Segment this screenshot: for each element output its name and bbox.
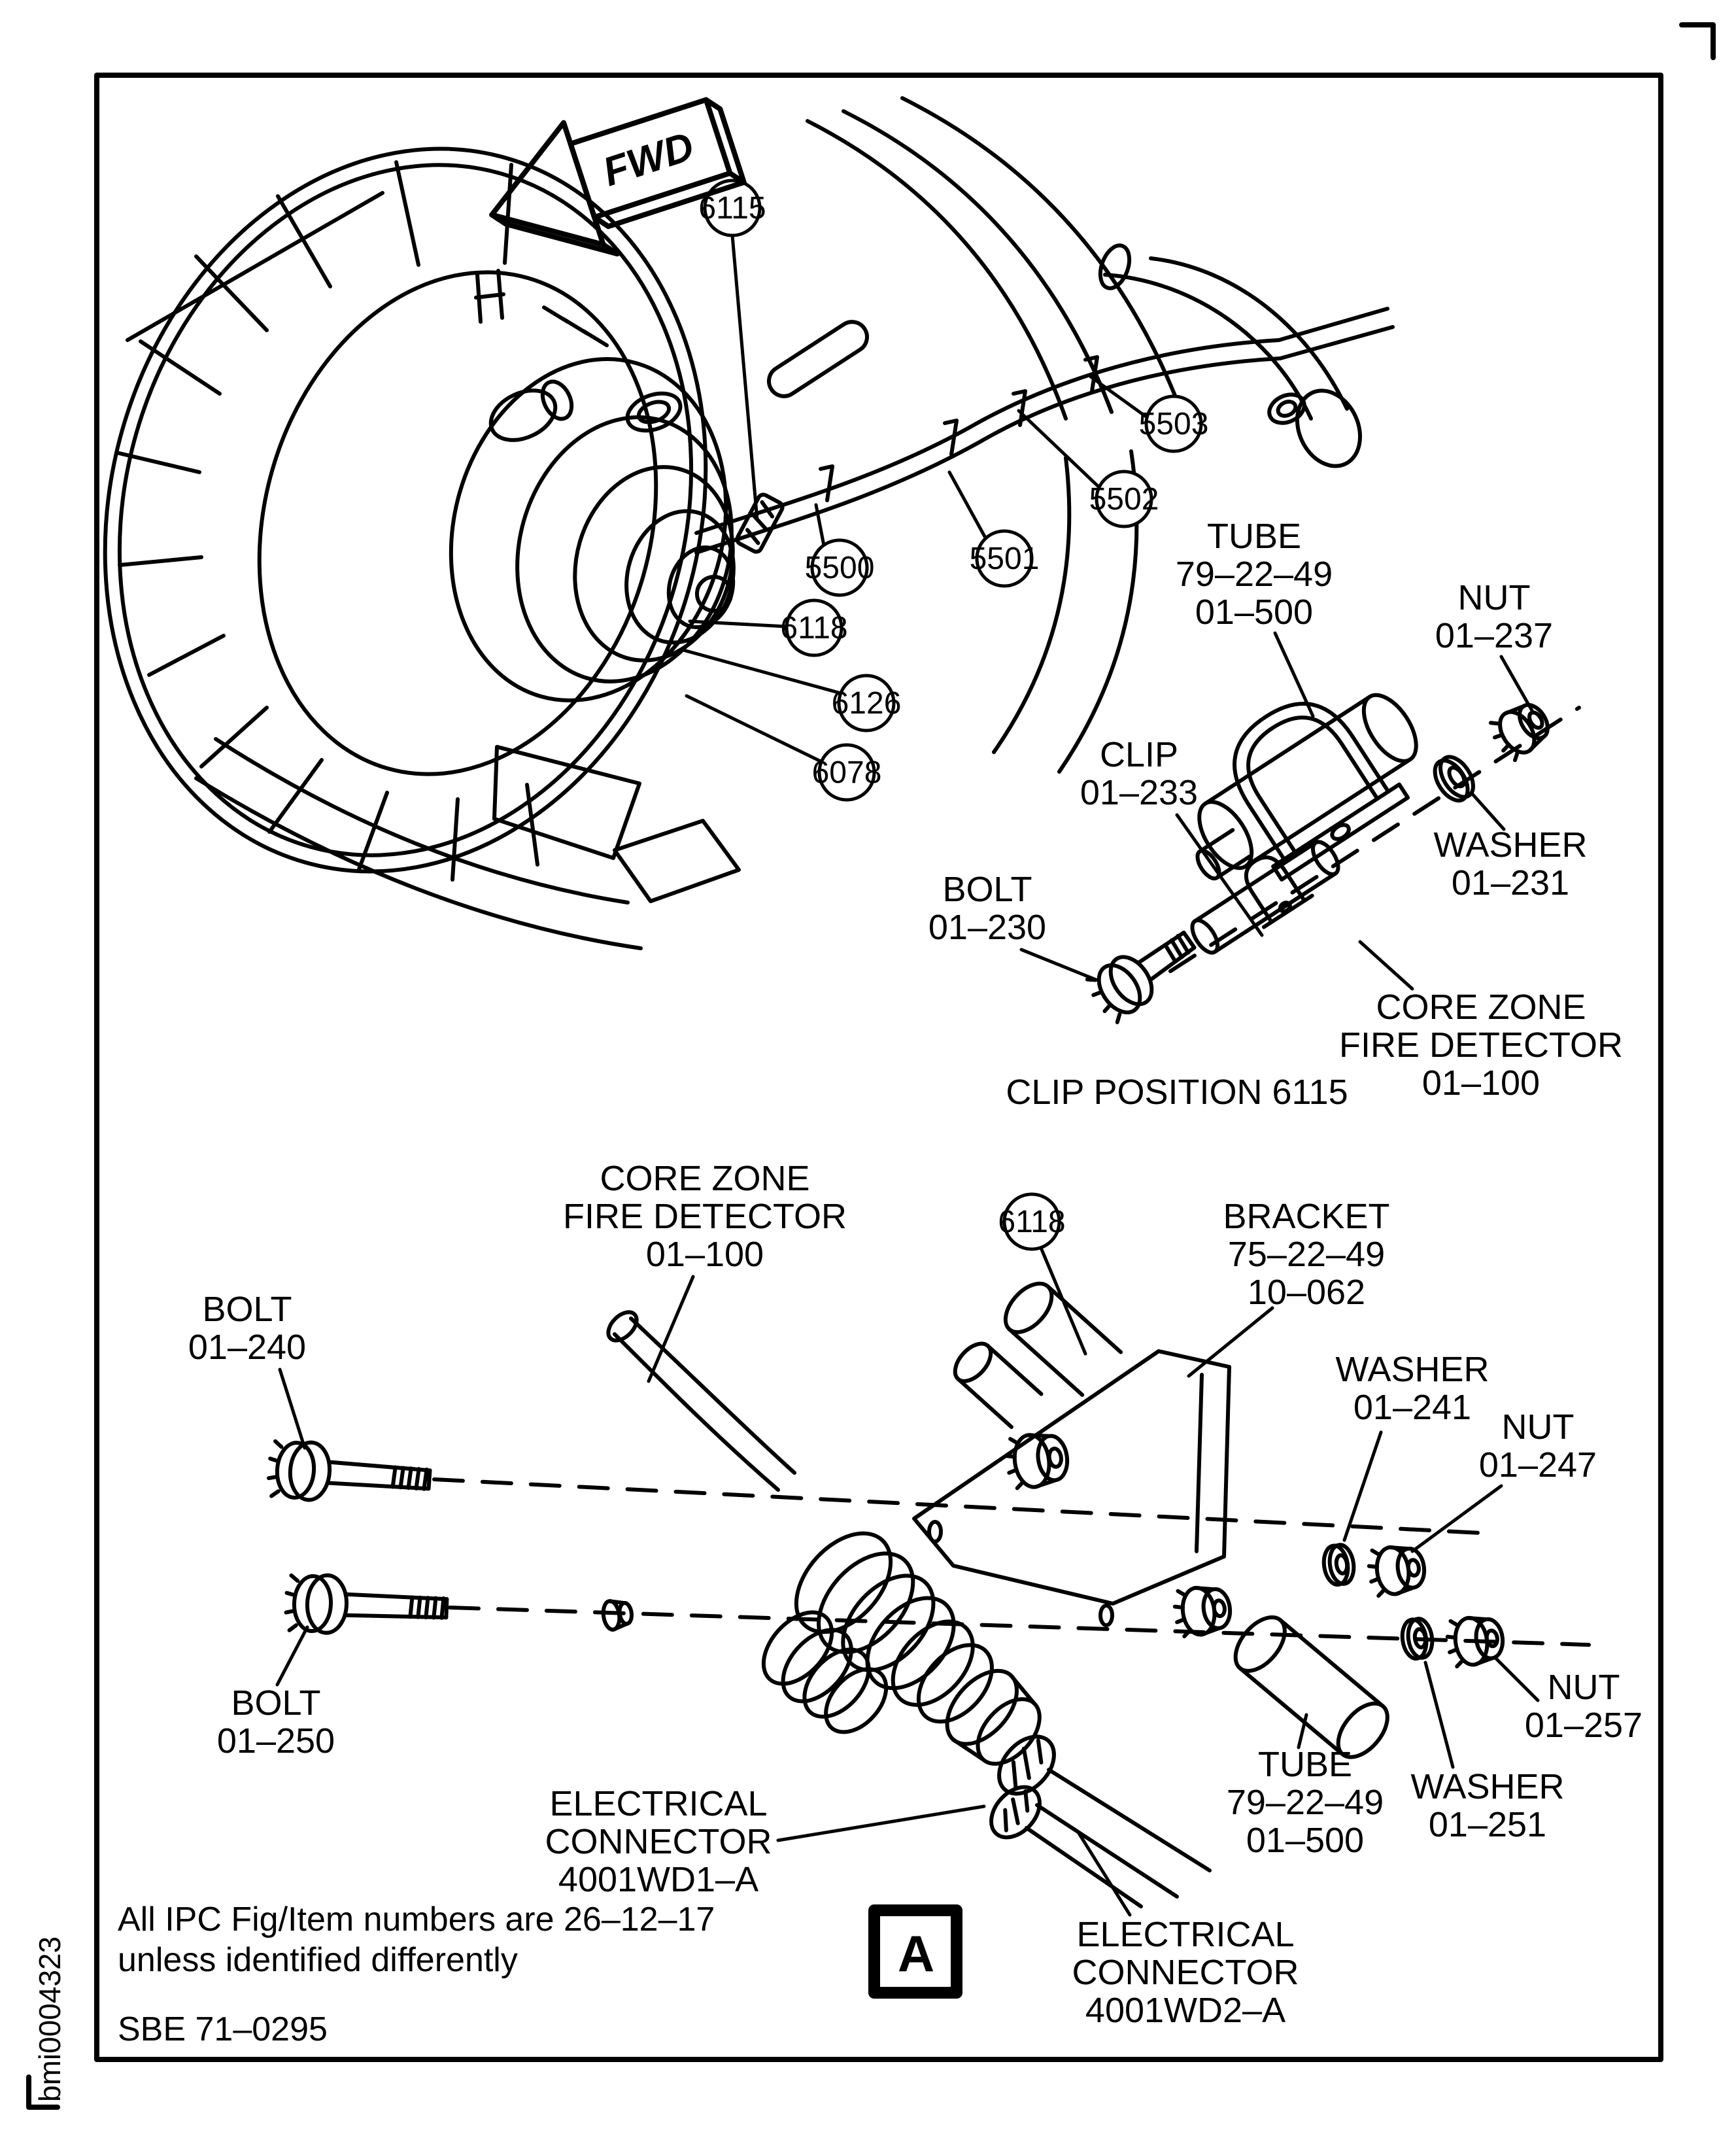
label-text: BOLT [942, 870, 1032, 909]
callout-6115-number: 6115 [698, 191, 766, 226]
label-text: BOLT [202, 1290, 292, 1329]
bracket-tube-end-b [948, 1337, 1041, 1428]
label-text: 01–251 [1428, 1805, 1547, 1844]
label-text: 4001WD1–A [558, 1860, 759, 1899]
label-text: CORE ZONE [1376, 988, 1586, 1027]
label-text: 10–062 [1247, 1273, 1366, 1312]
label-nut-237 [1435, 578, 1553, 655]
callout-5502 [1019, 411, 1159, 526]
label-text: 01–240 [188, 1328, 307, 1367]
label-text: 79–22–49 [1175, 555, 1333, 594]
label-bolt-230 [928, 870, 1046, 947]
label-core-zone-lower [563, 1159, 847, 1274]
label-text: 01–233 [1080, 773, 1199, 812]
label-washer-231 [1433, 825, 1587, 903]
callout-6118-lower-number: 6118 [998, 1205, 1066, 1239]
label-text: BRACKET [1223, 1197, 1390, 1236]
label-text: 79–22–49 [1226, 1783, 1384, 1822]
tube-cylinder [1167, 653, 1444, 903]
fan-blades [116, 162, 537, 880]
label-text: 01–100 [1421, 1063, 1540, 1103]
callout-6078-number: 6078 [811, 755, 882, 790]
callout-6118-upper-number: 6118 [780, 611, 848, 645]
label-text: 75–22–49 [1227, 1235, 1386, 1274]
label-text: FIRE DETECTOR [1338, 1025, 1624, 1065]
detail-a-letter: A [897, 1925, 935, 1982]
label-text: NUT [1501, 1407, 1574, 1447]
label-text: 01–257 [1524, 1706, 1643, 1745]
label-washer-241 [1335, 1350, 1489, 1427]
label-text: 01–100 [645, 1235, 764, 1274]
footer-note-line1: All IPC Fig/Item numbers are 26–12–17 [118, 1901, 715, 1938]
connector-wires [1027, 1770, 1210, 1906]
element-stub [1193, 830, 1250, 882]
bolt-250-icon [285, 1574, 447, 1637]
image-id-vertical: bmi0004323 [33, 1936, 67, 2102]
engine-fan-illustration [22, 77, 1372, 948]
label-clip-233 [1080, 735, 1198, 812]
label-text: 01–500 [1246, 1821, 1365, 1860]
label-text: 01–231 [1451, 863, 1570, 903]
fwd-arrow-label: FWD [597, 124, 700, 196]
callout-5501-number: 5501 [969, 542, 1040, 576]
label-tube-lower [1227, 1745, 1384, 1860]
label-bolt-240 [188, 1290, 306, 1367]
label-text: NUT [1547, 1668, 1620, 1707]
label-washer-251 [1410, 1767, 1564, 1844]
nut-247-icon [1367, 1543, 1427, 1597]
callout-6126 [683, 650, 901, 731]
bracket-nutplate-upper [1004, 1430, 1070, 1490]
label-text: CONNECTOR [1072, 1953, 1299, 1992]
bolt-240-icon [267, 1439, 432, 1508]
footer-note-line2: unless identified differently [118, 1941, 518, 1979]
label-text: CLIP [1099, 735, 1179, 774]
label-elec-conn-2 [1072, 1915, 1299, 2030]
callout-6126-number: 6126 [831, 686, 902, 721]
capped-rod [763, 316, 873, 402]
label-text: ELECTRICAL [549, 1784, 768, 1823]
label-text: WASHER [1410, 1767, 1565, 1806]
figure-code: SBE 71–0295 [118, 2010, 328, 2048]
callout-5503-number: 5503 [1138, 407, 1209, 441]
clip-6115-on-tube [736, 493, 785, 554]
callout-5502-number: 5502 [1089, 482, 1159, 517]
label-text: TUBE [1257, 1745, 1353, 1784]
label-text: NUT [1457, 578, 1531, 617]
label-tube-upper [1176, 517, 1333, 632]
part-labels [188, 517, 1642, 2030]
connector-assembly-rear [750, 1600, 901, 1747]
washer-241-icon [1321, 1543, 1356, 1587]
electrical-connector-assembly [778, 1515, 1065, 1790]
clip-position-caption: CLIP POSITION 6115 [1006, 1073, 1348, 1112]
label-text: 4001WD2–A [1085, 1991, 1286, 2030]
label-text: WASHER [1335, 1350, 1489, 1389]
label-text: BOLT [231, 1683, 321, 1723]
label-elec-conn-1 [545, 1784, 772, 1899]
curved-duct [1095, 241, 1372, 476]
callout-5500-number: 5500 [804, 551, 875, 585]
label-text: CONNECTOR [545, 1822, 772, 1861]
callout-5501 [949, 472, 1039, 586]
callout-5500 [805, 505, 875, 595]
bracket-plate [914, 1351, 1229, 1625]
label-text: ELECTRICAL [1076, 1915, 1295, 1954]
label-text: 01–241 [1353, 1388, 1472, 1427]
label-text: 01–237 [1435, 616, 1554, 655]
label-text: CORE ZONE [600, 1159, 810, 1198]
label-text: 01–250 [216, 1721, 335, 1761]
label-nut-257 [1525, 1668, 1642, 1745]
label-nut-247 [1479, 1407, 1597, 1485]
label-bolt-250 [217, 1683, 335, 1761]
bolt-icon [1084, 919, 1204, 1025]
label-bracket [1223, 1197, 1389, 1312]
label-text: WASHER [1433, 825, 1588, 865]
label-text: 01–247 [1478, 1445, 1597, 1485]
upper-centerline-dashed [434, 1479, 1494, 1534]
detector-tube-lower [603, 1307, 794, 1490]
callout-5503 [1091, 377, 1208, 451]
label-text: 01–230 [928, 908, 1047, 947]
label-text: 01–500 [1195, 593, 1314, 632]
corner-mark-top-right [1682, 25, 1713, 58]
label-text: TUBE [1206, 517, 1302, 556]
label-core-zone-upper [1339, 988, 1623, 1103]
fwd-arrow [471, 75, 753, 286]
label-text: FIRE DETECTOR [562, 1197, 847, 1236]
callout-6115 [698, 181, 766, 520]
detail-a-marker [874, 1910, 957, 1993]
